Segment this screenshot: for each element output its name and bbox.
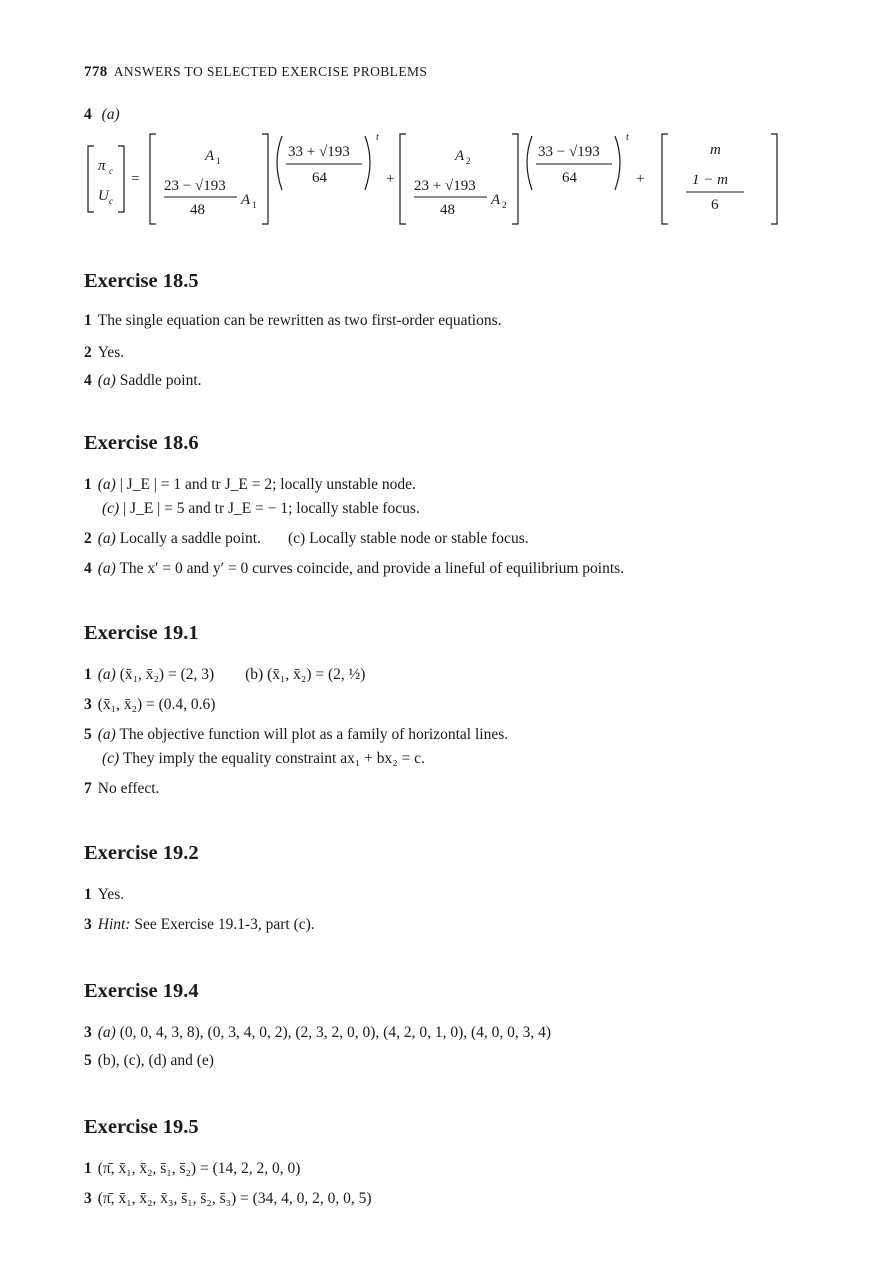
answer-line: 4 (a) The x′ = 0 and y′ = 0 curves coincide, and provide a lineful of equilibrium points. [84,560,625,577]
svg-text:48: 48 [440,202,455,218]
svg-text:1: 1 [252,200,257,210]
hint-label: Hint: [97,916,131,933]
answer-line: 5 (a) The objective function will plot as a family of horizontal lines. [84,726,509,743]
svg-text:33 − √193: 33 − √193 [538,144,600,160]
section-heading: Exercise 19.2 [84,842,199,864]
part-label: (a) [101,106,120,123]
svg-text:t: t [376,132,379,143]
svg-text:c: c [109,166,113,176]
answer-line: (c) They imply the equality constraint ax₁ + bx₂ = c. [102,750,425,767]
svg-text:6: 6 [711,197,719,213]
running-title: ANSWERS TO SELECTED EXERCISE PROBLEMS [113,64,428,79]
answer-line: 3 (π̄, x̄₁, x̄₂, x̄₃, s̄₁, s̄₂, s̄₃) = (34, 4, 0, 2, 0, 0, 5) [84,1190,372,1207]
svg-text:1: 1 [216,156,221,166]
svg-text:2: 2 [466,156,471,166]
answer-line: 3 (x̄₁, x̄₂) = (0.4, 0.6) [84,696,216,713]
answer-line: (c) | J_E | = 5 and tr J_E = − 1; locally stable focus. [102,500,420,517]
svg-text:33 + √193: 33 + √193 [288,144,350,160]
answer-line: 1 (a) | J_E | = 1 and tr J_E = 2; locally unstable node. [84,476,416,493]
answer-line: 2 (a) Locally a saddle point. (c) Locally stable node or stable focus. [84,530,529,547]
answer-line: 1 (a) (x̄₁, x̄₂) = (2, 3) (b) (x̄₁, x̄₂) = (2, ½) [84,666,366,683]
answer-line: 1 (π̄, x̄₁, x̄₂, s̄₁, s̄₂) = (14, 2, 2, 0, 0) [84,1160,301,1177]
section-heading: Exercise 19.5 [84,1116,199,1138]
svg-text:t: t [626,132,629,143]
svg-text:64: 64 [312,170,327,186]
svg-text:A: A [491,192,501,208]
section-heading: Exercise 18.5 [84,270,199,292]
svg-text:23 − √193: 23 − √193 [164,178,226,194]
answer-line: 1 The single equation can be rewritten as two first-order equations. [84,312,502,329]
svg-text:1 − m: 1 − m [692,172,728,188]
answer-line: 1 Yes. [84,886,125,903]
svg-text:+: + [386,171,395,187]
solution-equation [84,128,784,228]
svg-text:m: m [710,142,721,158]
answer-line: 5 (b), (c), (d) and (e) [84,1052,214,1069]
svg-text:23 + √193: 23 + √193 [414,178,476,194]
svg-text:A: A [455,148,465,164]
lhs-u: U [98,188,109,204]
question-number: 4 [84,106,92,123]
svg-text:A: A [205,148,215,164]
answer-line: 7 No effect. [84,780,160,797]
svg-text:A: A [241,192,251,208]
section-heading: Exercise 19.4 [84,980,199,1002]
answer-line: 4 (a) Saddle point. [84,372,202,389]
section-heading: Exercise 19.1 [84,622,199,644]
answer-line: 3 (a) (0, 0, 4, 3, 8), (0, 3, 4, 0, 2), (2, 3, 2, 0, 0), (4, 2, 0, 1, 0), (4, 0, 0, 3, 4) [84,1024,552,1041]
svg-text:+: + [636,171,645,187]
answer-line: 2 Yes. [84,344,125,361]
page-number: 778 [84,64,108,80]
equals-sign: = [131,171,140,187]
answer-line: 3 Hint: See Exercise 19.1-3, part (c). [84,916,315,933]
svg-text:64: 64 [562,170,577,186]
lhs-pi: π [98,158,106,174]
svg-text:c: c [109,196,113,206]
svg-text:2: 2 [502,200,507,210]
svg-text:48: 48 [190,202,205,218]
section-heading: Exercise 18.6 [84,432,199,454]
running-header [84,64,427,81]
answer-line [84,106,120,124]
